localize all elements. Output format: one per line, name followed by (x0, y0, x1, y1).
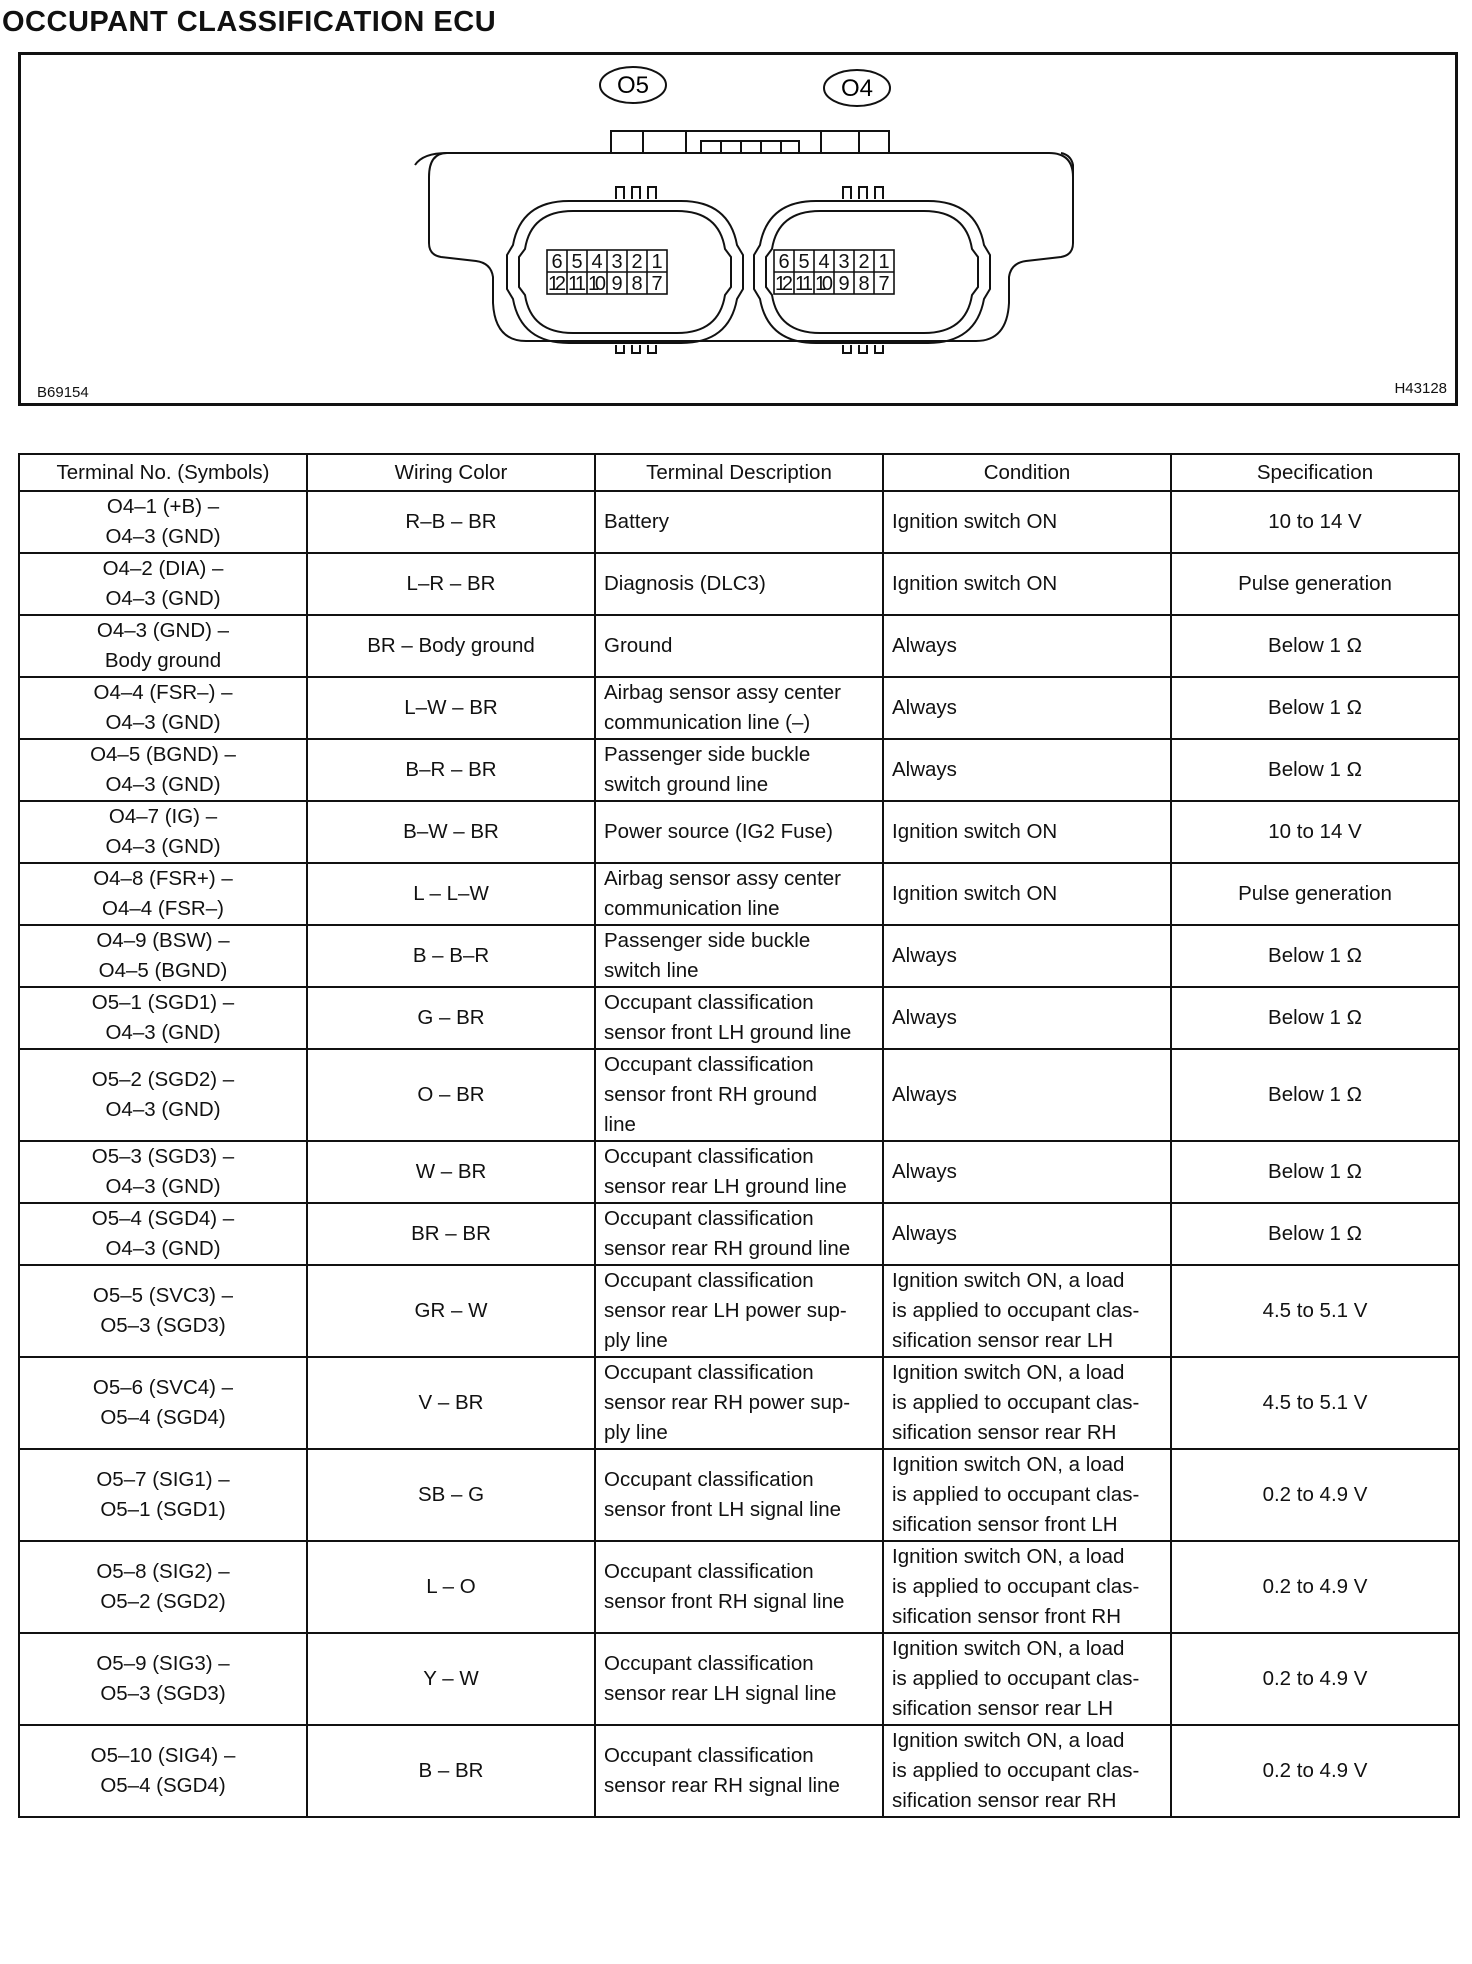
cell-description-line: Occupant classification (604, 1053, 814, 1076)
pin-number: 11 (795, 273, 813, 295)
cell-specification-line: 0.2 to 4.9 V (1262, 1759, 1368, 1782)
cell-terminal-line: O5–8 (SIG2) – (96, 1560, 230, 1583)
cell-description-line: Occupant classification (604, 1468, 814, 1491)
pin-number: 2 (631, 251, 643, 273)
cell-terminal-line: O5–4 (SGD4) (100, 1774, 226, 1797)
cell-description-line: sensor front RH signal line (604, 1590, 845, 1613)
cell-specification (1171, 1203, 1459, 1265)
cell-wiring-color-line: L – O (426, 1575, 476, 1598)
cell-wiring-color-line: G – BR (417, 1006, 485, 1029)
cell-description-line: communication line (–) (604, 711, 811, 734)
table-row (19, 615, 1459, 677)
cell-description-line: Airbag sensor assy center (604, 867, 842, 890)
cell-condition (883, 1265, 1171, 1357)
cell-terminal-line: O5–4 (SGD4) (100, 1406, 226, 1429)
cell-specification (1171, 1141, 1459, 1203)
cell-terminal-line: O5–2 (SGD2) (100, 1590, 226, 1613)
table-row (19, 1449, 1459, 1541)
cell-condition (883, 739, 1171, 801)
pin-number: 4 (591, 251, 603, 273)
cell-terminal-line: O4–3 (GND) (105, 1175, 221, 1198)
cell-wiring-color (307, 925, 595, 987)
cell-terminal-line: O4–3 (GND) (105, 1021, 221, 1044)
cell-description (595, 987, 883, 1049)
pin-number: 6 (551, 251, 563, 273)
cell-wiring-color (307, 1357, 595, 1449)
cell-description-line: Passenger side buckle (604, 929, 811, 952)
cell-terminal-line: O4–3 (GND) (105, 773, 221, 796)
cell-condition-line: sification sensor rear RH (892, 1789, 1117, 1812)
cell-description-line: Occupant classification (604, 1269, 814, 1292)
cell-terminal (19, 615, 307, 677)
cell-condition-line: sification sensor rear RH (892, 1421, 1117, 1444)
cell-wiring-color (307, 1449, 595, 1541)
cell-wiring-color (307, 1541, 595, 1633)
table-row (19, 1265, 1459, 1357)
cell-wiring-color (307, 801, 595, 863)
cell-wiring-color-line: L–W – BR (404, 696, 498, 719)
cell-condition (883, 1141, 1171, 1203)
cell-specification-line: Below 1 Ω (1268, 1222, 1362, 1245)
cell-condition-line: Ignition switch ON, a load (892, 1545, 1125, 1568)
header-specification: Specification (1171, 454, 1459, 491)
pin-number: 1 (878, 251, 890, 273)
cell-condition-line: is applied to occupant clas- (892, 1483, 1140, 1506)
cell-terminal (19, 677, 307, 739)
cell-specification-line: 10 to 14 V (1268, 510, 1362, 533)
cell-specification (1171, 987, 1459, 1049)
diagram-code-right: H43128 (1394, 380, 1447, 397)
cell-description (595, 1265, 883, 1357)
cell-description (595, 1357, 883, 1449)
cell-terminal-line: O4–3 (GND) (105, 835, 221, 858)
table-row (19, 1633, 1459, 1725)
cell-specification-line: Below 1 Ω (1268, 758, 1362, 781)
pin-number: 7 (878, 273, 890, 295)
cell-terminal (19, 987, 307, 1049)
cell-wiring-color (307, 553, 595, 615)
cell-specification (1171, 615, 1459, 677)
cell-condition-line: Ignition switch ON, a load (892, 1729, 1125, 1752)
cell-condition-line: Ignition switch ON (892, 510, 1058, 533)
cell-specification (1171, 739, 1459, 801)
cell-terminal-line: O5–1 (SGD1) (100, 1498, 226, 1521)
cell-description-line: ply line (604, 1421, 668, 1444)
cell-specification (1171, 491, 1459, 553)
cell-description-line: ply line (604, 1329, 668, 1352)
cell-specification (1171, 1265, 1459, 1357)
page-title: OCCUPANT CLASSIFICATION ECU (2, 6, 497, 38)
cell-condition-line: Always (892, 634, 957, 657)
cell-description-line: Occupant classification (604, 1560, 814, 1583)
header-terminal-description: Terminal Description (595, 454, 883, 491)
cell-condition (883, 1203, 1171, 1265)
cell-description (595, 615, 883, 677)
cell-description-line: sensor rear RH ground line (604, 1237, 851, 1260)
cell-terminal (19, 1203, 307, 1265)
cell-description-line: Occupant classification (604, 1361, 814, 1384)
cell-terminal-line: O4–3 (GND) (105, 711, 221, 734)
cell-condition-line: sification sensor front LH (892, 1513, 1118, 1536)
cell-description-line: switch line (604, 959, 699, 982)
pin-number: 10 (588, 273, 606, 295)
cell-terminal-line: O5–10 (SIG4) – (90, 1744, 236, 1767)
cell-terminal-line: O4–3 (GND) (105, 1237, 221, 1260)
cell-condition (883, 677, 1171, 739)
cell-terminal-line: O5–1 (SGD1) – (91, 991, 235, 1014)
cell-condition (883, 987, 1171, 1049)
cell-condition-line: Ignition switch ON, a load (892, 1637, 1125, 1660)
pin-number: 12 (548, 273, 566, 295)
pin-number: 2 (858, 251, 870, 273)
pin-number: 1 (651, 251, 663, 273)
table-row (19, 677, 1459, 739)
cell-specification-line: 4.5 to 5.1 V (1262, 1299, 1368, 1322)
cell-condition (883, 863, 1171, 925)
cell-terminal (19, 1725, 307, 1817)
cell-condition-line: Always (892, 1006, 957, 1029)
cell-description (595, 1141, 883, 1203)
cell-specification-line: Below 1 Ω (1268, 944, 1362, 967)
table-row (19, 801, 1459, 863)
pin-number: 5 (571, 251, 583, 273)
cell-wiring-color-line: W – BR (415, 1160, 487, 1183)
cell-terminal-line: O5–6 (SVC4) – (92, 1376, 234, 1399)
cell-specification (1171, 1357, 1459, 1449)
cell-description-line: Power source (IG2 Fuse) (604, 820, 833, 843)
pin-number: 10 (815, 273, 833, 295)
table-row (19, 987, 1459, 1049)
pin-number: 6 (778, 251, 790, 273)
cell-wiring-color-line: B–W – BR (403, 820, 499, 843)
cell-terminal (19, 1633, 307, 1725)
table-header-row (19, 454, 1459, 491)
cell-terminal-line: O4–7 (IG) – (108, 805, 218, 828)
cell-description-line: sensor rear LH power sup- (604, 1299, 847, 1322)
cell-description-line: Battery (604, 510, 669, 533)
cell-description-line: sensor rear RH signal line (604, 1774, 840, 1797)
cell-description (595, 677, 883, 739)
cell-specification (1171, 553, 1459, 615)
cell-condition-line: is applied to occupant clas- (892, 1391, 1140, 1414)
cell-description-line: switch ground line (604, 773, 769, 796)
pin-number: 11 (568, 273, 586, 295)
cell-condition-line: Always (892, 944, 957, 967)
cell-terminal-line: O5–3 (SGD3) – (91, 1145, 235, 1168)
cell-terminal-line: O4–3 (GND) – (96, 619, 230, 642)
cell-wiring-color (307, 987, 595, 1049)
cell-description-line: Occupant classification (604, 1207, 814, 1230)
cell-terminal-line: O4–3 (GND) (105, 1098, 221, 1121)
cell-terminal-line: Body ground (104, 649, 222, 672)
cell-wiring-color (307, 491, 595, 553)
cell-specification (1171, 1541, 1459, 1633)
connector-o5-label: O5 (616, 72, 650, 99)
cell-terminal-line: O5–2 (SGD2) – (91, 1068, 235, 1091)
cell-specification-line: Below 1 Ω (1268, 634, 1362, 657)
cell-condition (883, 1633, 1171, 1725)
cell-terminal-line: O4–5 (BGND) (98, 959, 228, 982)
cell-specification-line: 10 to 14 V (1268, 820, 1362, 843)
table-row (19, 925, 1459, 987)
pin-number: 4 (818, 251, 830, 273)
cell-terminal (19, 553, 307, 615)
cell-wiring-color (307, 615, 595, 677)
cell-description-line: Occupant classification (604, 1744, 814, 1767)
cell-description (595, 1725, 883, 1817)
cell-terminal-line: O4–3 (GND) (105, 525, 221, 548)
cell-specification-line: 0.2 to 4.9 V (1262, 1575, 1368, 1598)
cell-specification-line: 0.2 to 4.9 V (1262, 1667, 1368, 1690)
cell-description-line: sensor front LH signal line (604, 1498, 842, 1521)
cell-condition-line: Ignition switch ON (892, 572, 1058, 595)
cell-wiring-color (307, 1633, 595, 1725)
cell-condition-line: sification sensor rear LH (892, 1697, 1114, 1720)
cell-wiring-color-line: B – B–R (412, 944, 490, 967)
table-row (19, 1141, 1459, 1203)
cell-description-line: Diagnosis (DLC3) (604, 572, 766, 595)
diagram-code-left: B69154 (37, 384, 89, 401)
cell-wiring-color (307, 677, 595, 739)
cell-terminal (19, 801, 307, 863)
cell-condition-line: is applied to occupant clas- (892, 1299, 1140, 1322)
cell-condition (883, 615, 1171, 677)
cell-condition (883, 1357, 1171, 1449)
cell-condition-line: sification sensor front RH (892, 1605, 1122, 1628)
cell-wiring-color (307, 1203, 595, 1265)
cell-description-line: Occupant classification (604, 991, 814, 1014)
cell-wiring-color-line: O – BR (417, 1083, 485, 1106)
cell-condition (883, 1449, 1171, 1541)
cell-wiring-color (307, 1141, 595, 1203)
cell-wiring-color-line: R–B – BR (405, 510, 497, 533)
pin-number: 8 (858, 273, 870, 295)
cell-condition-line: sification sensor rear LH (892, 1329, 1114, 1352)
cell-wiring-color-line: SB – G (417, 1483, 485, 1506)
cell-specification (1171, 1449, 1459, 1541)
table-row (19, 1725, 1459, 1817)
cell-condition-line: Always (892, 1222, 957, 1245)
cell-condition-line: Ignition switch ON, a load (892, 1269, 1125, 1292)
cell-wiring-color (307, 739, 595, 801)
cell-specification (1171, 677, 1459, 739)
cell-description (595, 1203, 883, 1265)
pin-number: 8 (631, 273, 643, 295)
cell-description (595, 1633, 883, 1725)
cell-description (595, 1541, 883, 1633)
cell-description-line: Occupant classification (604, 1145, 814, 1168)
cell-specification-line: 4.5 to 5.1 V (1262, 1391, 1368, 1414)
cell-specification-line: 0.2 to 4.9 V (1262, 1483, 1368, 1506)
cell-condition (883, 1541, 1171, 1633)
cell-terminal-line: O5–5 (SVC3) – (92, 1284, 234, 1307)
cell-terminal-line: O5–3 (SGD3) (100, 1314, 226, 1337)
pin-number: 9 (611, 273, 623, 295)
cell-condition (883, 553, 1171, 615)
cell-description-line: sensor rear LH signal line (604, 1682, 837, 1705)
cell-specification (1171, 863, 1459, 925)
cell-specification-line: Below 1 Ω (1268, 696, 1362, 719)
pin-number: 7 (651, 273, 663, 295)
cell-wiring-color (307, 1265, 595, 1357)
pin-number: 9 (838, 273, 850, 295)
cell-wiring-color (307, 863, 595, 925)
cell-terminal-line: O4–4 (FSR–) (102, 897, 224, 920)
cell-description-line: sensor front LH ground line (604, 1021, 852, 1044)
cell-terminal (19, 1049, 307, 1141)
cell-description-line: Passenger side buckle (604, 743, 811, 766)
cell-terminal (19, 1357, 307, 1449)
cell-specification (1171, 801, 1459, 863)
cell-terminal (19, 1265, 307, 1357)
cell-wiring-color-line: GR – W (414, 1299, 488, 1322)
cell-terminal (19, 1141, 307, 1203)
pin-number: 3 (611, 251, 623, 273)
cell-description (595, 863, 883, 925)
cell-condition-line: Always (892, 758, 957, 781)
pin-number: 3 (838, 251, 850, 273)
cell-wiring-color-line: V – BR (418, 1391, 484, 1414)
cell-terminal-line: O5–9 (SIG3) – (96, 1652, 230, 1675)
table-row (19, 1357, 1459, 1449)
cell-terminal (19, 925, 307, 987)
cell-condition (883, 491, 1171, 553)
cell-wiring-color-line: B–R – BR (405, 758, 497, 781)
cell-description-line: communication line (604, 897, 780, 920)
cell-condition-line: Always (892, 1083, 957, 1106)
cell-condition-line: is applied to occupant clas- (892, 1667, 1140, 1690)
cell-description (595, 553, 883, 615)
cell-terminal-line: O4–4 (FSR–) – (93, 681, 233, 704)
cell-wiring-color (307, 1725, 595, 1817)
cell-condition-line: Ignition switch ON, a load (892, 1361, 1125, 1384)
cell-condition (883, 1049, 1171, 1141)
cell-terminal-line: O4–8 (FSR+) – (93, 867, 233, 890)
cell-terminal-line: O5–3 (SGD3) (100, 1682, 226, 1705)
ecu-connector-drawing (21, 55, 1455, 403)
cell-wiring-color-line: B – BR (418, 1759, 484, 1782)
cell-description-line: Airbag sensor assy center (604, 681, 842, 704)
cell-specification-line: Pulse generation (1238, 572, 1392, 595)
cell-terminal (19, 1449, 307, 1541)
cell-condition-line: Always (892, 696, 957, 719)
cell-condition-line: Always (892, 1160, 957, 1183)
connector-diagram (18, 52, 1458, 406)
cell-wiring-color-line: BR – Body ground (367, 634, 535, 657)
cell-description-line: line (604, 1113, 636, 1136)
cell-terminal (19, 863, 307, 925)
cell-description-line: Ground (604, 634, 673, 657)
cell-terminal (19, 1541, 307, 1633)
cell-condition (883, 801, 1171, 863)
cell-description-line: sensor rear LH ground line (604, 1175, 847, 1198)
cell-terminal (19, 491, 307, 553)
cell-terminal-line: O4–5 (BGND) – (90, 743, 236, 766)
header-wiring-color: Wiring Color (307, 454, 595, 491)
cell-terminal-line: O4–2 (DIA) – (102, 557, 224, 580)
table-row (19, 863, 1459, 925)
cell-condition (883, 1725, 1171, 1817)
cell-specification-line: Below 1 Ω (1268, 1160, 1362, 1183)
cell-condition-line: Ignition switch ON (892, 820, 1058, 843)
cell-specification (1171, 1725, 1459, 1817)
cell-description (595, 739, 883, 801)
table-row (19, 1049, 1459, 1141)
cell-description (595, 1049, 883, 1141)
cell-specification-line: Below 1 Ω (1268, 1083, 1362, 1106)
pin-number: 5 (798, 251, 810, 273)
cell-description-line: sensor front RH ground (604, 1083, 818, 1106)
cell-wiring-color-line: BR – BR (411, 1222, 491, 1245)
cell-specification-line: Below 1 Ω (1268, 1006, 1362, 1029)
connector-o4-label: O4 (840, 75, 874, 102)
cell-description-line: sensor rear RH power sup- (604, 1391, 851, 1414)
cell-description (595, 801, 883, 863)
cell-description (595, 491, 883, 553)
cell-condition-line: Ignition switch ON, a load (892, 1453, 1125, 1476)
cell-description-line: Occupant classification (604, 1652, 814, 1675)
header-condition: Condition (883, 454, 1171, 491)
table-row (19, 491, 1459, 553)
cell-terminal-line: O5–7 (SIG1) – (96, 1468, 230, 1491)
cell-condition (883, 925, 1171, 987)
cell-terminal-line: O5–4 (SGD4) – (91, 1207, 235, 1230)
cell-description (595, 1449, 883, 1541)
cell-specification (1171, 925, 1459, 987)
cell-condition-line: is applied to occupant clas- (892, 1575, 1140, 1598)
cell-specification (1171, 1049, 1459, 1141)
header-terminal: Terminal No. (Symbols) (19, 454, 307, 491)
cell-specification (1171, 1633, 1459, 1725)
cell-wiring-color-line: L – L–W (413, 882, 489, 905)
cell-specification-line: Pulse generation (1238, 882, 1392, 905)
terminal-spec-table (18, 453, 1460, 1818)
table-row (19, 739, 1459, 801)
cell-wiring-color-line: L–R – BR (406, 572, 496, 595)
cell-terminal-line: O4–3 (GND) (105, 587, 221, 610)
pin-number: 12 (775, 273, 793, 295)
table-row (19, 1203, 1459, 1265)
cell-terminal-line: O4–9 (BSW) – (96, 929, 230, 952)
cell-description (595, 925, 883, 987)
cell-wiring-color (307, 1049, 595, 1141)
cell-terminal-line: O4–1 (+B) – (106, 495, 220, 518)
cell-condition-line: is applied to occupant clas- (892, 1759, 1140, 1782)
table-row (19, 1541, 1459, 1633)
table-row (19, 553, 1459, 615)
cell-wiring-color-line: Y – W (423, 1667, 479, 1690)
cell-condition-line: Ignition switch ON (892, 882, 1058, 905)
cell-terminal (19, 739, 307, 801)
